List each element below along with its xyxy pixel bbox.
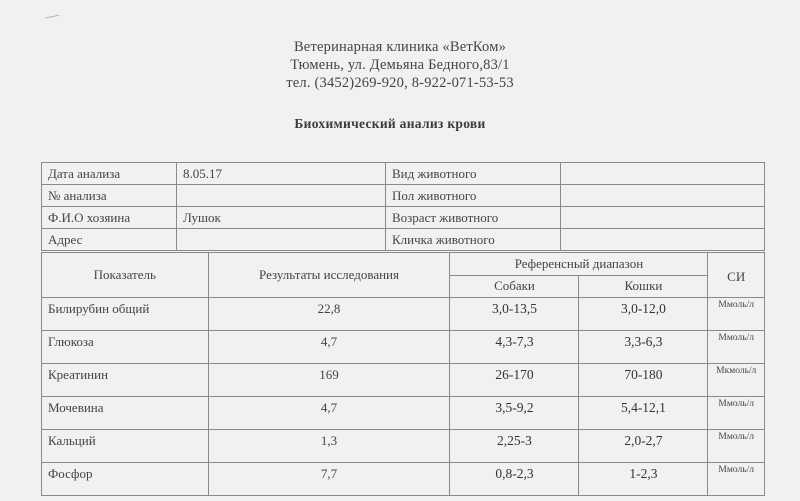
scan-mark [45, 15, 60, 25]
result-value: 4,7 [208, 331, 450, 364]
number-value [177, 185, 386, 207]
header-indicator: Показатель [42, 253, 209, 298]
reference-dogs: 4,3-7,3 [450, 331, 579, 364]
si-unit: Ммоль/л [708, 397, 765, 430]
header-dogs: Собаки [450, 275, 579, 298]
results-header-row [42, 253, 765, 276]
reference-cats: 3,0-12,0 [579, 298, 708, 331]
result-value: 7,7 [208, 463, 450, 496]
sex-value [561, 185, 765, 207]
result-value: 22,8 [208, 298, 450, 331]
clinic-phone: тел. (3452)269-920, 8-922-071-53-53 [286, 75, 514, 91]
reference-cats: 3,3-6,3 [579, 331, 708, 364]
result-value: 1,3 [208, 430, 450, 463]
header-cats: Кошки [579, 275, 708, 298]
si-unit: Ммоль/л [708, 331, 765, 364]
clinic-address: Тюмень, ул. Демьяна Бедного,83/1 [290, 57, 510, 73]
result-value: 4,7 [208, 397, 450, 430]
si-unit: Ммоль/л [708, 298, 765, 331]
reference-dogs: 3,0-13,5 [450, 298, 579, 331]
document-title: Биохимический анализ крови [294, 116, 486, 131]
info-row [42, 163, 765, 185]
age-label: Возраст животного [386, 207, 561, 229]
reference-cats: 5,4-12,1 [579, 397, 708, 430]
clinic-header [0, 38, 800, 92]
si-unit: Ммоль/л [708, 430, 765, 463]
species-value [561, 163, 765, 185]
table-row [42, 331, 765, 364]
indicator-name: Мочевина [42, 397, 209, 430]
reference-dogs: 26-170 [450, 364, 579, 397]
nickname-label: Кличка животного [386, 229, 561, 251]
si-unit: Ммоль/л [708, 463, 765, 496]
reference-dogs: 2,25-3 [450, 430, 579, 463]
header-si: СИ [708, 253, 765, 298]
info-row [42, 207, 765, 229]
reference-cats: 2,0-2,7 [579, 430, 708, 463]
clinic-name: Ветеринарная клиника «ВетКом» [293, 39, 507, 55]
date-value: 8.05.17 [177, 163, 386, 185]
info-row [42, 229, 765, 251]
table-row [42, 364, 765, 397]
sex-label: Пол животного [386, 185, 561, 207]
reference-dogs: 3,5-9,2 [450, 397, 579, 430]
header-result: Результаты исследования [208, 253, 450, 298]
result-value: 169 [208, 364, 450, 397]
table-row [42, 430, 765, 463]
reference-dogs: 0,8-2,3 [450, 463, 579, 496]
results-body [42, 298, 765, 496]
indicator-name: Кальций [42, 430, 209, 463]
indicator-name: Креатинин [42, 364, 209, 397]
table-row [42, 298, 765, 331]
address-value [177, 229, 386, 251]
reference-cats: 70-180 [579, 364, 708, 397]
date-label: Дата анализа [42, 163, 177, 185]
owner-label: Ф.И.О хозяина [42, 207, 177, 229]
patient-info-table [41, 162, 765, 251]
number-label: № анализа [42, 185, 177, 207]
info-row [42, 185, 765, 207]
owner-value: Лушок [177, 207, 386, 229]
age-value [561, 207, 765, 229]
indicator-name: Глюкоза [42, 331, 209, 364]
table-row [42, 463, 765, 496]
header-reference: Референсный диапазон [450, 253, 708, 276]
results-table [41, 252, 765, 496]
table-row [42, 397, 765, 430]
address-label: Адрес [42, 229, 177, 251]
nickname-value [561, 229, 765, 251]
si-unit: Мкмоль/л [708, 364, 765, 397]
indicator-name: Фосфор [42, 463, 209, 496]
reference-cats: 1-2,3 [579, 463, 708, 496]
species-label: Вид животного [386, 163, 561, 185]
indicator-name: Билирубин общий [42, 298, 209, 331]
